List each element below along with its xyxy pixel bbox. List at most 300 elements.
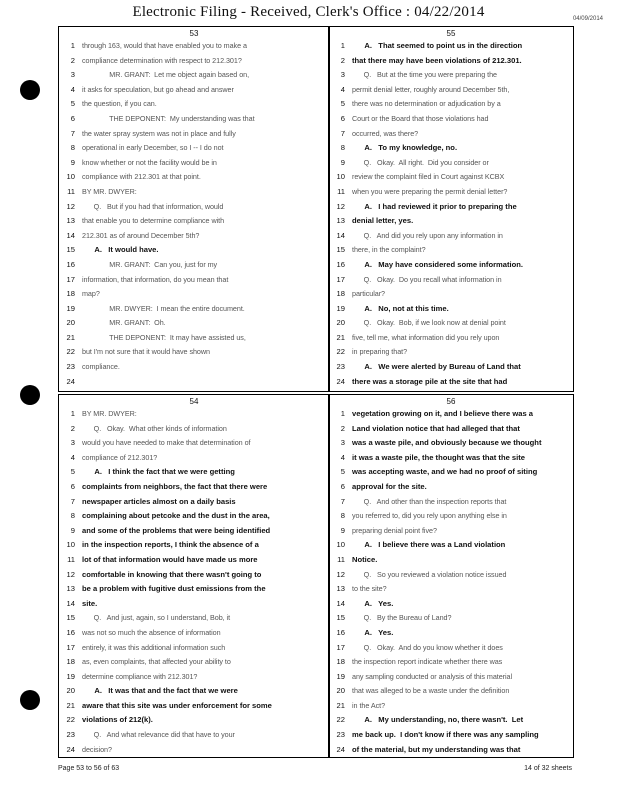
transcript-line <box>329 495 573 510</box>
line-text: preparing denial point five? <box>352 525 437 535</box>
document-number: 04/09/2014 <box>572 16 603 22</box>
transcript-line <box>59 229 329 244</box>
line-text: Q. And just, again, so I understand, Bob, it <box>82 613 231 623</box>
line-text: A. It would have. <box>82 245 159 255</box>
transcript-line <box>59 127 329 142</box>
transcript-line <box>59 641 329 656</box>
transcript-line <box>329 422 573 437</box>
line-number: 7 <box>340 128 345 138</box>
transcript-line <box>59 39 329 54</box>
transcript-line <box>59 524 329 539</box>
line-number: 2 <box>340 55 345 65</box>
line-text: Q. And what relevance did that have to your <box>82 730 235 740</box>
transcript-line <box>329 127 573 142</box>
line-number: 8 <box>70 143 75 153</box>
transcript-line <box>59 553 329 568</box>
line-number: 5 <box>70 467 75 477</box>
line-number: 21 <box>336 700 345 710</box>
transcript-line <box>329 243 573 258</box>
line-text: vegetation growing on it, and I believe there was a <box>352 409 534 418</box>
transcript-line <box>329 436 573 451</box>
transcript-line <box>59 97 329 112</box>
line-number: 11 <box>337 554 345 564</box>
sheet-count-footer: 14 of 32 sheets <box>524 765 572 772</box>
page-number: 53 <box>189 29 199 38</box>
transcript-line <box>329 626 573 641</box>
line-number: 4 <box>70 452 75 462</box>
line-number: 1 <box>70 409 75 418</box>
line-text: be a problem with fugitive dust emissions from the <box>82 584 266 594</box>
transcript-line <box>59 243 329 258</box>
line-number: 19 <box>336 303 345 313</box>
line-number: 15 <box>66 245 75 255</box>
line-text: know whether or not the facility would be in <box>82 157 217 167</box>
line-number: 24 <box>66 744 75 754</box>
line-number: 1 <box>340 41 345 50</box>
page-number: 54 <box>189 397 199 406</box>
line-text: as, even complaints, that affected your ability to <box>82 657 231 667</box>
line-text: was a waste pile, and obviously because we thought <box>352 438 542 448</box>
transcript-line <box>59 422 329 437</box>
transcript-line <box>329 670 573 685</box>
transcript-line <box>59 407 329 422</box>
line-text: A. That seemed to point us in the direction <box>352 41 523 50</box>
line-number: 13 <box>66 216 75 226</box>
line-number: 18 <box>336 657 345 667</box>
transcript-line <box>329 287 573 302</box>
line-text: occurred, was there? <box>352 128 419 138</box>
line-text: was not so much the absence of information <box>82 627 221 637</box>
line-text: there was no determination or adjudication by a <box>352 99 501 109</box>
line-text: decision? <box>82 744 112 754</box>
line-number: 2 <box>70 55 75 65</box>
transcript-line <box>59 316 329 331</box>
line-text: Q. Okay. What other kinds of information <box>82 423 227 433</box>
line-text: A. To my knowledge, no. <box>352 143 458 153</box>
line-number: 1 <box>340 409 345 418</box>
line-text: MR. GRANT: Oh. <box>82 318 166 328</box>
transcript-line <box>59 509 329 524</box>
transcript-line <box>329 375 573 390</box>
line-number: 10 <box>336 172 345 182</box>
line-text: THE DEPONENT: It may have assisted us, <box>82 332 246 342</box>
transcript-line <box>59 360 329 375</box>
line-number: 24 <box>66 376 75 386</box>
line-number: 11 <box>337 186 345 196</box>
line-number: 22 <box>336 347 345 357</box>
line-text: A. No, not at this time. <box>352 303 449 313</box>
transcript-line <box>329 200 573 215</box>
transcript-line <box>329 743 573 758</box>
transcript-line <box>329 83 573 98</box>
line-number: 16 <box>336 259 345 269</box>
line-number: 7 <box>340 496 345 506</box>
line-text: approval for the site. <box>352 481 427 491</box>
line-number: 14 <box>336 230 345 240</box>
line-text: there, in the complaint? <box>352 245 426 255</box>
transcript-line <box>59 287 329 302</box>
transcript-line <box>59 743 329 758</box>
line-text: Q. Okay. All right. Did you consider or <box>352 157 489 167</box>
line-text: site. <box>82 598 98 608</box>
transcript-line <box>59 611 329 626</box>
transcript-line <box>329 713 573 728</box>
transcript-line <box>59 83 329 98</box>
line-text: that was alleged to be a waste under the definition <box>352 686 510 696</box>
line-number: 20 <box>66 686 75 696</box>
line-number: 13 <box>66 584 75 594</box>
transcript-line <box>329 538 573 553</box>
transcript-line <box>59 141 329 156</box>
line-text: A. I had reviewed it prior to preparing the <box>352 201 517 211</box>
transcript-line <box>329 156 573 171</box>
line-text: Q. And did you rely upon any information in <box>352 230 503 240</box>
line-number: 3 <box>340 438 345 448</box>
line-number: 2 <box>340 423 345 433</box>
page-number: 55 <box>446 29 456 38</box>
transcript-line <box>329 553 573 568</box>
line-number: 19 <box>66 303 75 313</box>
line-text: A. May have considered some information. <box>352 259 524 269</box>
transcript-line <box>329 185 573 200</box>
line-number: 8 <box>70 511 75 521</box>
line-number: 17 <box>66 642 75 652</box>
line-text: you referred to, did you rely upon anything else in <box>352 511 507 521</box>
line-number: 23 <box>336 362 345 372</box>
line-text: complaining about petcoke and the dust in the area, <box>82 511 270 521</box>
transcript-line <box>329 229 573 244</box>
punch-hole-bottom <box>20 690 40 710</box>
line-number: 3 <box>70 438 75 448</box>
line-text: Q. And other than the inspection reports that <box>352 496 507 506</box>
line-number: 12 <box>66 569 75 579</box>
transcript-line <box>329 465 573 480</box>
line-number: 22 <box>66 347 75 357</box>
transcript-line <box>59 538 329 553</box>
transcript-line <box>59 273 329 288</box>
transcript-line <box>59 582 329 597</box>
line-number: 17 <box>336 274 345 284</box>
line-text: comfortable in knowing that there wasn't going to <box>82 569 262 579</box>
line-number: 23 <box>66 730 75 740</box>
line-text: was accepting waste, and we had no proof of siting <box>352 467 538 477</box>
line-text: in the Act? <box>352 700 386 710</box>
line-number: 14 <box>66 230 75 240</box>
transcript-line <box>329 39 573 54</box>
line-number: 19 <box>66 671 75 681</box>
transcript-line <box>59 200 329 215</box>
line-text: it was a waste pile, the thought was that the site <box>352 452 525 462</box>
line-number: 10 <box>66 540 75 550</box>
line-text: but I'm not sure that it would have shown <box>82 347 210 357</box>
transcript-line <box>59 655 329 670</box>
transcript-line <box>329 407 573 422</box>
line-text: five, tell me, what information did you rely upon <box>352 332 500 342</box>
line-number: 20 <box>336 318 345 328</box>
line-text: the inspection report indicate whether there was <box>352 657 503 667</box>
line-number: 19 <box>336 671 345 681</box>
line-number: 21 <box>66 700 75 710</box>
transcript-line <box>59 626 329 641</box>
transcript-line <box>59 713 329 728</box>
line-text: newspaper articles almost on a daily basis <box>82 496 236 506</box>
punch-hole-top <box>20 80 40 100</box>
line-text: BY MR. DWYER: <box>82 186 137 196</box>
transcript-line <box>329 509 573 524</box>
transcript-line <box>59 568 329 583</box>
line-text: A. I believe there was a Land violation <box>352 540 506 550</box>
transcript-page-56 <box>328 394 574 758</box>
line-number: 16 <box>66 259 75 269</box>
line-text: Q. But if you had that information, would <box>82 201 224 211</box>
line-text: in the inspection reports, I think the absence of a <box>82 540 259 550</box>
transcript-line <box>59 156 329 171</box>
line-number: 5 <box>340 467 345 477</box>
transcript-line <box>329 655 573 670</box>
line-text: A. Yes. <box>352 627 394 637</box>
transcript-line <box>329 112 573 127</box>
line-text: compliance determination with respect to 212.301? <box>82 55 242 65</box>
transcript-line <box>329 597 573 612</box>
line-text: it asks for speculation, but go ahead and answer <box>82 84 234 94</box>
line-number: 12 <box>336 569 345 579</box>
line-number: 2 <box>70 423 75 433</box>
transcript-line <box>59 728 329 743</box>
transcript-line <box>329 54 573 69</box>
line-number: 17 <box>66 274 75 284</box>
line-number: 9 <box>340 157 345 167</box>
transcript-line <box>59 436 329 451</box>
transcript-line <box>329 316 573 331</box>
line-number: 21 <box>66 332 75 342</box>
transcript-line <box>329 524 573 539</box>
transcript-line <box>59 699 329 714</box>
line-number: 9 <box>70 157 75 167</box>
line-number: 4 <box>70 84 75 94</box>
line-text: Q. By the Bureau of Land? <box>352 613 452 623</box>
line-text: A. Yes. <box>352 598 394 608</box>
transcript-line <box>59 54 329 69</box>
line-number: 22 <box>66 715 75 725</box>
line-number: 23 <box>336 730 345 740</box>
line-text: compliance. <box>82 362 120 372</box>
page-lines <box>329 39 573 389</box>
line-text: that there may have been violations of 212.301. <box>352 55 522 65</box>
transcript-line <box>59 258 329 273</box>
transcript-line <box>59 684 329 699</box>
line-number: 13 <box>336 216 345 226</box>
line-number: 9 <box>70 525 75 535</box>
transcript-line <box>59 480 329 495</box>
line-text: would you have needed to make that determination of <box>82 438 251 448</box>
line-number: 15 <box>66 613 75 623</box>
transcript-page-54 <box>58 394 330 758</box>
line-number: 6 <box>70 481 75 491</box>
transcript-line <box>329 611 573 626</box>
line-number: 7 <box>70 496 75 506</box>
line-text: complaints from neighbors, the fact that there were <box>82 481 268 491</box>
line-number: 14 <box>336 598 345 608</box>
transcript-line <box>329 170 573 185</box>
line-number: 20 <box>66 318 75 328</box>
line-text: A. I think the fact that we were getting <box>82 467 235 477</box>
line-number: 5 <box>70 99 75 109</box>
line-text: Q. So you reviewed a violation notice issued <box>352 569 507 579</box>
line-text: A. We were alerted by Bureau of Land that <box>352 362 521 372</box>
line-text: information, that information, do you mean that <box>82 274 229 284</box>
transcript-page-53 <box>58 26 330 392</box>
line-text: permit denial letter, roughly around December 5th, <box>352 84 510 94</box>
transcript-page-55 <box>328 26 574 392</box>
line-text: Q. Okay. Bob, if we look now at denial point <box>352 318 506 328</box>
line-number: 6 <box>340 481 345 491</box>
transcript-line <box>59 302 329 317</box>
line-text: the water spray system was not in place and fully <box>82 128 236 138</box>
line-number: 4 <box>340 84 345 94</box>
transcript-line <box>59 214 329 229</box>
transcript-line <box>329 728 573 743</box>
transcript-line <box>329 345 573 360</box>
line-text: when you were preparing the permit denial letter? <box>352 186 508 196</box>
line-number: 3 <box>70 70 75 80</box>
page-lines <box>59 39 329 389</box>
transcript-line <box>329 214 573 229</box>
line-number: 5 <box>340 99 345 109</box>
transcript-line <box>59 465 329 480</box>
line-text: MR. GRANT: Can you, just for my <box>82 259 218 269</box>
page-lines <box>59 407 329 757</box>
transcript-line <box>329 582 573 597</box>
line-number: 1 <box>70 41 75 50</box>
line-text: map? <box>82 289 100 299</box>
line-text: in preparing that? <box>352 347 408 357</box>
line-number: 15 <box>336 245 345 255</box>
transcript-line <box>329 568 573 583</box>
line-text: of the material, but my understanding was that <box>352 744 521 754</box>
line-number: 6 <box>340 113 345 123</box>
line-text: me back up. I don't know if there was any sampling <box>352 730 539 740</box>
transcript-line <box>329 68 573 83</box>
line-number: 12 <box>336 201 345 211</box>
transcript-line <box>59 495 329 510</box>
line-number: 18 <box>336 289 345 299</box>
line-text: lot of that information would have made us more <box>82 554 258 564</box>
line-text: the question, if you can. <box>82 99 157 109</box>
line-text: that enable you to determine compliance with <box>82 216 225 226</box>
line-number: 18 <box>66 657 75 667</box>
line-number: 7 <box>70 128 75 138</box>
line-number: 17 <box>336 642 345 652</box>
transcript-line <box>329 141 573 156</box>
line-text: review the complaint filed in Court against KCBX <box>352 172 505 182</box>
transcript-line <box>59 170 329 185</box>
line-text: Q. Okay. And do you know whether it does <box>352 642 503 652</box>
transcript-line <box>59 345 329 360</box>
transcript-line <box>329 302 573 317</box>
line-text: aware that this site was under enforcement for some <box>82 700 272 710</box>
line-text: Notice. <box>352 554 378 564</box>
transcript-line <box>59 68 329 83</box>
line-text: Land violation notice that had alleged that that <box>352 423 520 433</box>
transcript-line <box>329 699 573 714</box>
line-text: compliance of 212.301? <box>82 452 158 462</box>
line-text: Court or the Board that those violations had <box>352 113 489 123</box>
line-number: 24 <box>336 376 345 386</box>
line-text: violations of 212(k). <box>82 715 153 725</box>
transcript-line <box>59 112 329 127</box>
line-text: Q. Okay. Do you recall what information in <box>352 274 502 284</box>
transcript-line <box>329 258 573 273</box>
transcript-line <box>329 331 573 346</box>
line-text: determine compliance with 212.301? <box>82 671 198 681</box>
transcript-line <box>329 451 573 466</box>
line-text: and some of the problems that were being identified <box>82 525 271 535</box>
line-number: 11 <box>67 186 75 196</box>
transcript-line <box>59 451 329 466</box>
line-text: operational in early December, so I -- I do not <box>82 143 224 153</box>
transcript-line <box>59 670 329 685</box>
page-number: 56 <box>446 397 456 406</box>
line-text: Q. But at the time you were preparing the <box>352 70 497 80</box>
line-text: there was a storage pile at the site that had <box>352 376 508 386</box>
line-text: THE DEPONENT: My understanding was that <box>82 113 255 123</box>
line-number: 18 <box>66 289 75 299</box>
line-number: 24 <box>336 744 345 754</box>
line-number: 12 <box>66 201 75 211</box>
transcript-line <box>329 480 573 495</box>
line-number: 11 <box>67 554 75 564</box>
line-text: denial letter, yes. <box>352 216 414 226</box>
transcript-line <box>329 273 573 288</box>
line-number: 16 <box>66 627 75 637</box>
line-text: through 163, would that have enabled you to make a <box>82 41 247 50</box>
line-number: 14 <box>66 598 75 608</box>
line-text: to the site? <box>352 584 387 594</box>
line-number: 3 <box>340 70 345 80</box>
punch-hole-middle <box>20 385 40 405</box>
line-number: 8 <box>340 143 345 153</box>
transcript-line <box>59 185 329 200</box>
transcript-line <box>59 375 329 390</box>
line-number: 22 <box>336 715 345 725</box>
page-range-footer: Page 53 to 56 of 63 <box>58 765 120 772</box>
line-number: 16 <box>336 627 345 637</box>
line-number: 9 <box>340 525 345 535</box>
line-number: 23 <box>66 362 75 372</box>
line-text: compliance with 212.301 at that point. <box>82 172 201 182</box>
page-lines <box>329 407 573 757</box>
line-number: 10 <box>336 540 345 550</box>
line-number: 6 <box>70 113 75 123</box>
line-number: 21 <box>336 332 345 342</box>
line-number: 15 <box>336 613 345 623</box>
transcript-line <box>329 97 573 112</box>
transcript-line <box>329 641 573 656</box>
transcript-line <box>329 684 573 699</box>
line-number: 8 <box>340 511 345 521</box>
line-text: MR. DWYER: I mean the entire document. <box>82 303 245 313</box>
line-number: 10 <box>66 172 75 182</box>
line-number: 20 <box>336 686 345 696</box>
line-text: 212.301 as of around December 5th? <box>82 230 200 240</box>
line-text: MR. GRANT: Let me object again based on, <box>82 70 250 80</box>
transcript-line <box>59 331 329 346</box>
line-text: A. My understanding, no, there wasn't. Let <box>352 715 524 725</box>
line-number: 4 <box>340 452 345 462</box>
line-text: particular? <box>352 289 386 299</box>
line-text: A. It was that and the fact that we were <box>82 686 238 696</box>
line-text: entirely, it was this additional information such <box>82 642 226 652</box>
